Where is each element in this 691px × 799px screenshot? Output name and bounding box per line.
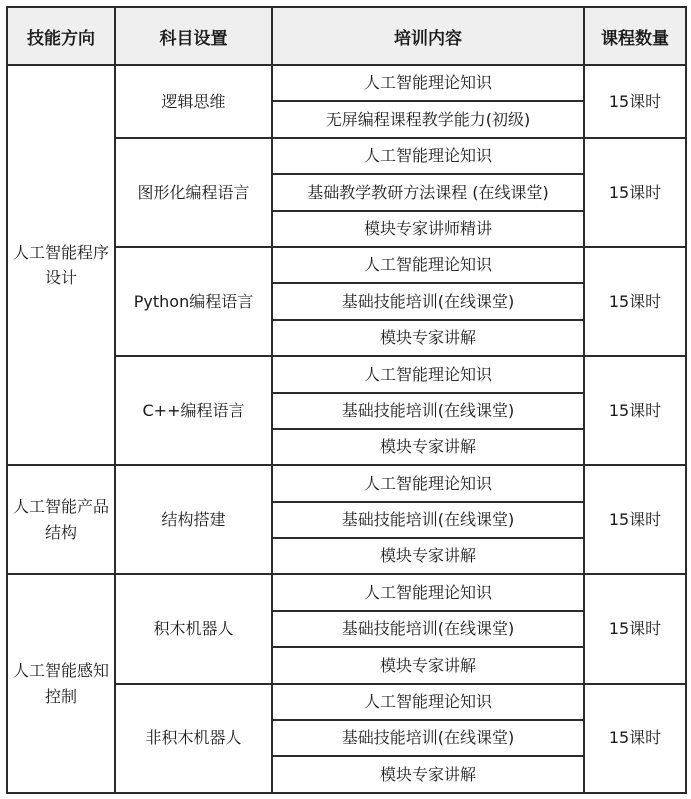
content-cell: 基础教学教研方法课程 (在线课堂) [272, 174, 584, 210]
count-cell: 15课时 [584, 356, 686, 465]
count-cell: 15课时 [584, 65, 686, 138]
content-cell: 人工智能理论知识 [272, 684, 584, 720]
header-content: 培训内容 [272, 7, 584, 65]
subject-cell: Python编程语言 [115, 247, 272, 356]
header-row [7, 7, 686, 65]
subject-cell: 图形化编程语言 [115, 138, 272, 247]
content-cell: 模块专家讲解 [272, 320, 584, 356]
content-cell: 人工智能理论知识 [272, 356, 584, 392]
content-cell: 无屏编程课程教学能力(初级) [272, 101, 584, 137]
content-cell: 模块专家讲师精讲 [272, 211, 584, 247]
content-cell: 基础技能培训(在线课堂) [272, 720, 584, 756]
content-cell: 模块专家讲解 [272, 538, 584, 574]
subject-cell: 逻辑思维 [115, 65, 272, 138]
content-cell: 人工智能理论知识 [272, 574, 584, 610]
content-cell: 模块专家讲解 [272, 429, 584, 465]
table-row [7, 574, 686, 610]
header-count: 课程数量 [584, 7, 686, 65]
table-row [7, 65, 686, 101]
header-subject: 科目设置 [115, 7, 272, 65]
content-cell: 人工智能理论知识 [272, 247, 584, 283]
subject-cell: 非积木机器人 [115, 684, 272, 793]
count-cell: 15课时 [584, 247, 686, 356]
content-cell: 基础技能培训(在线课堂) [272, 283, 584, 319]
content-cell: 基础技能培训(在线课堂) [272, 611, 584, 647]
count-cell: 15课时 [584, 138, 686, 247]
table-row [7, 465, 686, 501]
content-cell: 人工智能理论知识 [272, 465, 584, 501]
header-direction: 技能方向 [7, 7, 115, 65]
content-cell: 模块专家讲解 [272, 756, 584, 792]
count-cell: 15课时 [584, 465, 686, 574]
direction-cell: 人工智能程序设计 [7, 65, 115, 465]
subject-cell: 结构搭建 [115, 465, 272, 574]
subject-cell: 积木机器人 [115, 574, 272, 683]
count-cell: 15课时 [584, 574, 686, 683]
count-cell: 15课时 [584, 684, 686, 793]
content-cell: 人工智能理论知识 [272, 138, 584, 174]
course-table [6, 6, 687, 794]
direction-cell: 人工智能产品结构 [7, 465, 115, 574]
content-cell: 人工智能理论知识 [272, 65, 584, 101]
direction-cell: 人工智能感知控制 [7, 574, 115, 792]
content-cell: 基础技能培训(在线课堂) [272, 393, 584, 429]
content-cell: 基础技能培训(在线课堂) [272, 502, 584, 538]
subject-cell: C++编程语言 [115, 356, 272, 465]
content-cell: 模块专家讲解 [272, 647, 584, 683]
